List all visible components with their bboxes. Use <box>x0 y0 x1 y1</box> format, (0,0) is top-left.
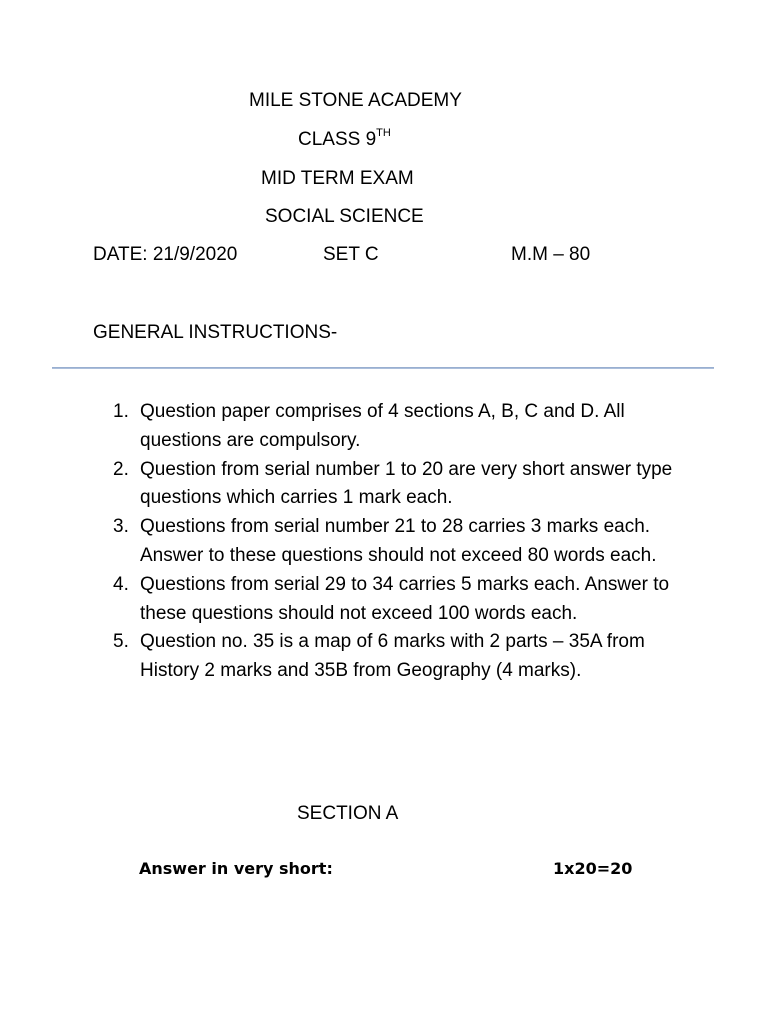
instruction-item <box>113 398 683 456</box>
instruction-number: 5. <box>113 631 129 653</box>
exam-title: MID TERM EXAM <box>261 168 414 189</box>
instruction-number: 3. <box>113 516 129 538</box>
instruction-number: 2. <box>113 458 129 480</box>
instruction-text: Question from serial number 1 to 20 are very short answer type questions which carries 1 mark each. <box>140 458 673 509</box>
class-heading <box>298 128 391 152</box>
subject-title: SOCIAL SCIENCE <box>265 206 424 227</box>
exam-date: DATE: 21/9/2020 <box>93 244 238 265</box>
maximum-marks: M.M – 80 <box>511 244 591 265</box>
horizontal-divider <box>52 367 714 369</box>
instruction-item <box>113 628 683 686</box>
section-a-heading: SECTION A <box>297 803 399 824</box>
instruction-text: Questions from serial 29 to 34 carries 5 marks each. Answer to these questions should not exceed 100 words each. <box>140 573 670 624</box>
section-a-instruction: Answer in very short: <box>139 859 333 878</box>
paper-set: SET C <box>323 244 379 265</box>
instruction-text: Question paper comprises of 4 sections A, B, C and D. All questions are compulsory. <box>140 401 625 451</box>
class-label: CLASS 9 <box>298 129 377 150</box>
instruction-number: 4. <box>113 573 129 595</box>
general-instructions-heading: GENERAL INSTRUCTIONS- <box>93 322 338 343</box>
instruction-text: Questions from serial number 21 to 28 carries 3 marks each. Answer to these questions should not exceed 80 words each. <box>140 516 657 566</box>
instruction-item <box>113 456 683 514</box>
instruction-text: Question no. 35 is a map of 6 marks with 2 parts – 35A from History 2 marks and 35B from Geography (4 marks). <box>140 631 645 682</box>
instruction-number: 1. <box>113 401 129 422</box>
section-a-marks: 1x20=20 <box>553 859 633 878</box>
instructions-list <box>113 398 683 686</box>
instruction-item <box>113 571 683 629</box>
school-name: MILE STONE ACADEMY <box>249 90 462 111</box>
class-superscript: TH <box>376 126 391 139</box>
instruction-item <box>113 513 683 571</box>
